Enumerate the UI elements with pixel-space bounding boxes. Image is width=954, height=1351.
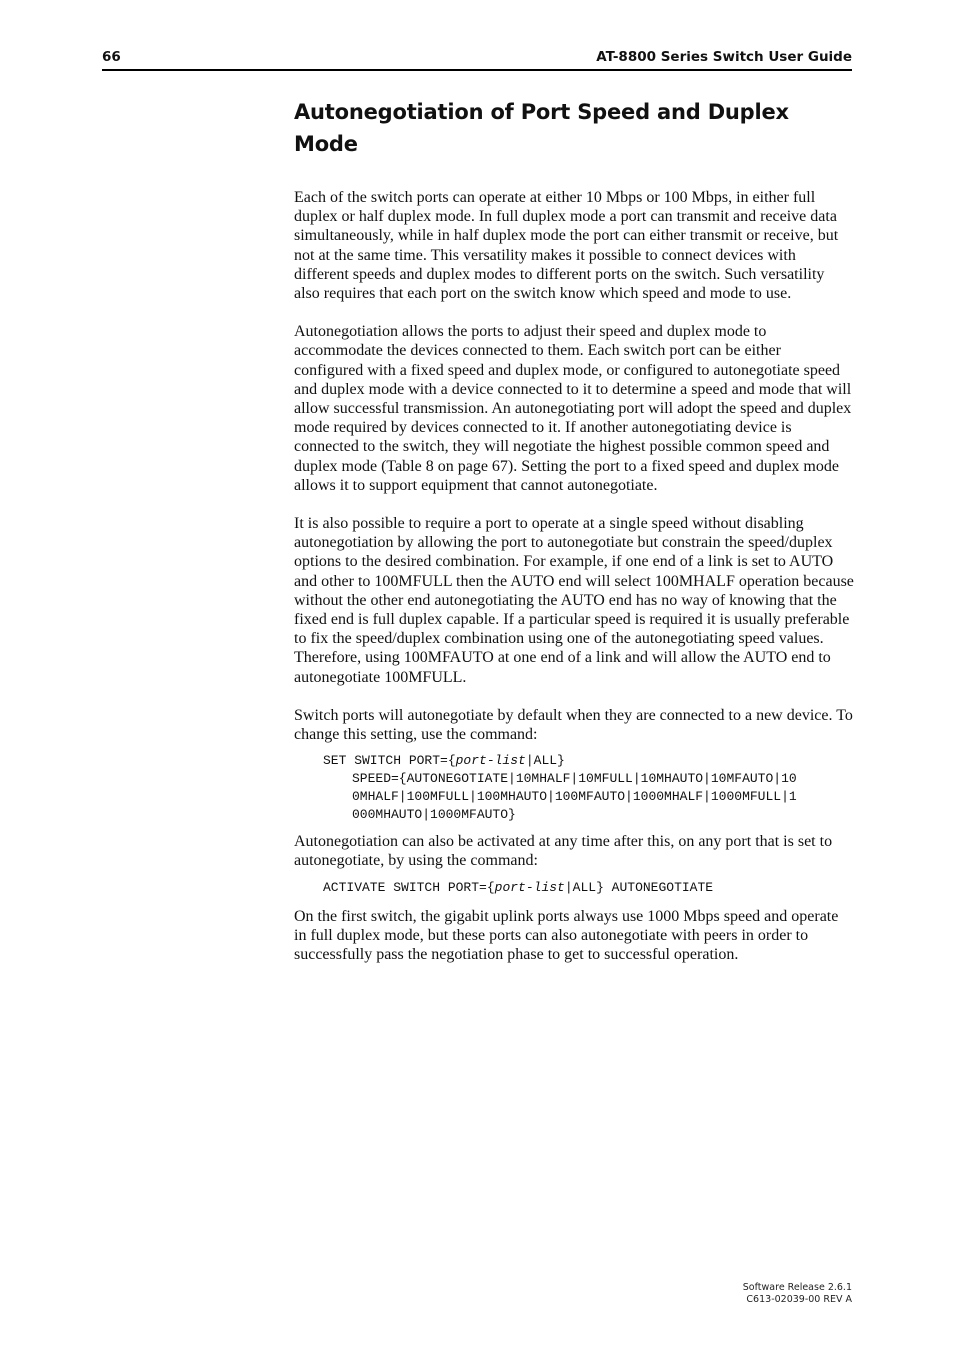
command-text: SET SWITCH PORT={	[323, 753, 456, 769]
command-line: 0MHALF|100MFULL|100MHAUTO|100MFAUTO|1000MHALF|1000MFULL|1	[352, 789, 797, 805]
paragraph: On the first switch, the gigabit uplink ports always use 1000 Mbps speed and operate in full duplex mode, but these ports can also autonegotiate with peers in order to successfully pass the negotiation phase to get to successful operation.	[294, 907, 839, 964]
section-body	[294, 96, 854, 983]
command-parameter: port-list	[494, 879, 565, 895]
software-release: Software Release 2.6.1	[742, 1282, 852, 1293]
command-line: 000MHAUTO|1000MFAUTO}	[352, 807, 516, 823]
command-parameter: port-list	[455, 753, 526, 769]
command-activate-switch-port	[323, 879, 854, 897]
command-set-switch-port	[323, 752, 854, 824]
guide-title: AT-8800 Series Switch User Guide	[596, 49, 852, 65]
paragraph: Autonegotiation allows the ports to adjust their speed and duplex mode to accommodate the devices connected to them. Each switch port can be either configured with a fixed speed and duplex mode, or configured to autonegotiate speed and duplex mode with a device connected to it to determine a speed and mode that will allow successful transmission. An autonegotiating port will adopt the speed and duplex mode required by devices connected to it. If another autonegotiating device is connected to the switch, they will negotiate the highest possible common speed and duplex mode (Table 8 on page 67). Setting the port to a fixed speed and duplex mode allows it to support equipment that cannot autonegotiate.	[294, 323, 852, 494]
paragraph: Autonegotiation can also be activated at any time after this, on any port that is set to autonegotiate, by using the command:	[294, 833, 833, 870]
command-text: ACTIVATE SWITCH PORT={	[323, 879, 495, 895]
command-line: SPEED={AUTONEGOTIATE|10MHALF|10MFULL|10MHAUTO|10MFAUTO|10	[352, 771, 797, 787]
command-text: |ALL} AUTONEGOTIATE	[564, 879, 714, 895]
paragraph: It is also possible to require a port to operate at a single speed without disabling autonegotiation by allowing the port to autonegotiate but constrain the speed/duplex options to the desired combination. For example, if one end of a link is set to AUTO and other to 100MFULL then the AUTO end will select 100MHALF operation because without the other end autonegotiating the AUTO end has no way of knowing that the fixed end is full duplex capable. If a particular speed is required it is usually preferable to fix the speed/duplex combination using one of the autonegotiating speed values. Therefore, using 100MFAUTO at one end of a link and will allow the AUTO end to autonegotiate 100MFULL.	[294, 515, 854, 686]
page-footer	[743, 1282, 852, 1306]
paragraph: Each of the switch ports can operate at either 10 Mbps or 100 Mbps, in either full duplex or half duplex mode. In full duplex mode a port can transmit and receive data simultaneously, while in half duplex mode the port can either transmit or receive, but not at the same time. This versatility makes it possible to connect devices with different speeds and duplex modes to different ports on the switch. Such versatility also requires that each port on the switch know which speed and mode to use.	[294, 189, 839, 303]
page-header	[102, 47, 852, 71]
paragraph: Switch ports will autonegotiate by default when they are connected to a new device. To change this setting, use the command:	[294, 706, 853, 744]
document-id: C613-02039-00 REV A	[746, 1294, 852, 1305]
page-number: 66	[102, 49, 121, 65]
section-heading: Autonegotiation of Port Speed and Duplex Mode	[294, 100, 789, 156]
command-text: |ALL}	[525, 753, 565, 769]
